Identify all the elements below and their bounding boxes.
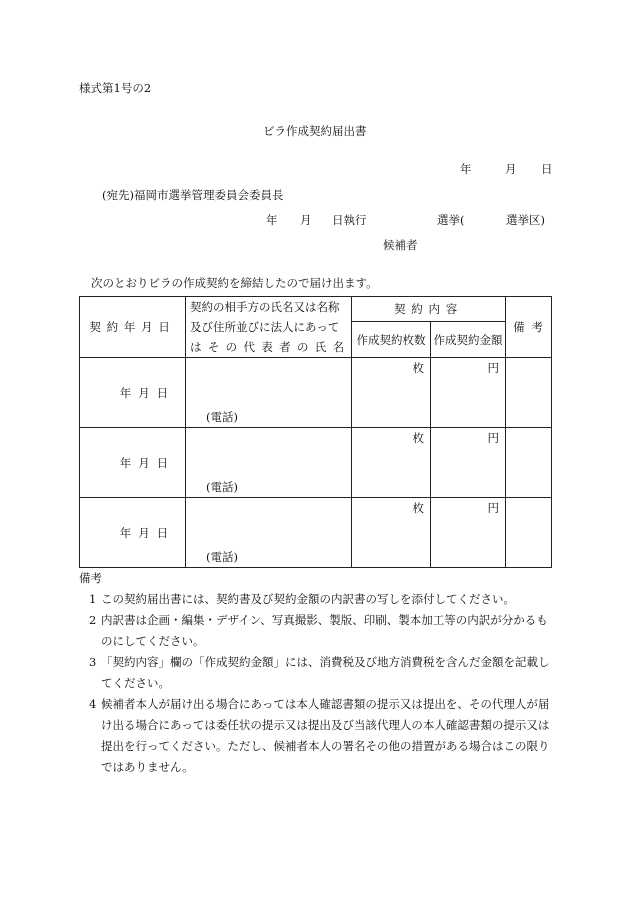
note-number: 3: [89, 655, 97, 669]
row-amount[interactable]: 円: [431, 498, 506, 568]
intro-text: 次のとおりビラの作成契約を締結したので届け出ます。: [91, 276, 378, 290]
note-text: 内訳書は企画・編集・デザイン、写真撮影、製版、印刷、製本加工等の内訳が分かるものにしてください。: [101, 613, 548, 648]
election-month-label: 月: [300, 213, 312, 227]
header-contents: 契約内容: [352, 297, 506, 322]
header-party-line-3: はその代表者の氏名: [190, 340, 351, 354]
row-party[interactable]: [186, 358, 352, 428]
note-item: [79, 694, 559, 778]
form-number: 様式第1号の2: [79, 81, 152, 95]
row-party[interactable]: [186, 428, 352, 498]
row-phone-label: (電話): [206, 550, 238, 564]
note-item: [79, 610, 559, 652]
note-text: この契約届出書には、契約書及び契約金額の内訳書の写しを添付してください。: [101, 592, 515, 606]
notes-heading: 備考: [79, 571, 102, 585]
election-label: 選挙(: [437, 213, 465, 227]
election-district-label: 選挙区): [506, 213, 545, 227]
row-amount[interactable]: 円: [431, 428, 506, 498]
header-party-line-2: 及び住所並びに法人にあって: [190, 320, 340, 334]
row-remarks[interactable]: [506, 358, 552, 428]
election-executed-label: 日執行: [332, 213, 367, 227]
note-number: 4: [89, 697, 97, 711]
row-phone-label: (電話): [206, 480, 238, 494]
row-phone-label: (電話): [206, 410, 238, 424]
row-remarks[interactable]: [506, 498, 552, 568]
note-text: 「契約内容」欄の「作成契約金額」には、消費税及び地方消費税を含んだ金額を記載してください。: [101, 655, 550, 690]
row-date[interactable]: 年月日: [80, 428, 186, 498]
header-quantity: 作成契約枚数: [352, 322, 431, 358]
header-remarks: 備考: [506, 297, 552, 358]
table-row: [80, 358, 552, 428]
row-remarks[interactable]: [506, 428, 552, 498]
row-quantity[interactable]: 枚: [352, 358, 431, 428]
note-text: 候補者本人が届け出る場合にあっては本人確認書類の提示又は提出を、その代理人が届け出る場合にあっては委任状の提示又は提出及び当該代理人の本人確認書類の提示又は提出を行ってください。ただし、候補者本人の署名その他の措置がある場合はこの限りではありません。: [101, 697, 550, 774]
row-date[interactable]: 年月日: [80, 358, 186, 428]
header-amount: 作成契約金額: [431, 322, 506, 358]
document-title: ビラ作成契約届出書: [263, 124, 367, 138]
table-row: [80, 498, 552, 568]
header-contract-date: 契約年月日: [80, 297, 186, 358]
date-day-label: 日: [541, 162, 553, 176]
table-row: [80, 428, 552, 498]
row-quantity[interactable]: 枚: [352, 428, 431, 498]
date-month-label: 月: [505, 162, 517, 176]
note-item: [79, 589, 559, 610]
date-year-label: 年: [460, 162, 472, 176]
header-party: [186, 297, 352, 358]
header-party-line-1: 契約の相手方の氏名又は名称: [190, 300, 340, 314]
row-party[interactable]: [186, 498, 352, 568]
row-date[interactable]: 年月日: [80, 498, 186, 568]
row-quantity[interactable]: 枚: [352, 498, 431, 568]
notes-section: [79, 568, 559, 778]
contract-table: [79, 296, 552, 568]
note-number: 1: [89, 592, 97, 606]
row-amount[interactable]: 円: [431, 358, 506, 428]
note-item: [79, 652, 559, 694]
election-year-label: 年: [266, 213, 278, 227]
addressee: (宛先)福岡市選挙管理委員会委員長: [102, 188, 284, 202]
candidate-label: 候補者: [383, 238, 418, 252]
note-number: 2: [89, 613, 97, 627]
